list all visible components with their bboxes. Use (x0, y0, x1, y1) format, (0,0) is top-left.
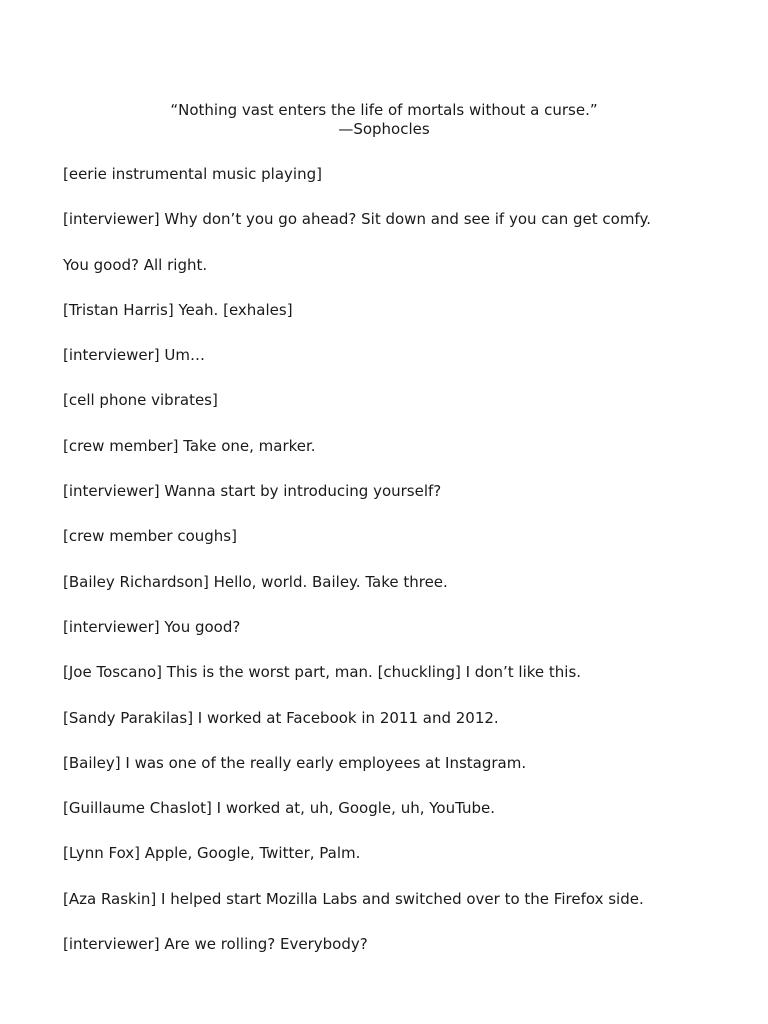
transcript-line: [crew member] Take one, marker. (63, 436, 316, 455)
transcript (63, 164, 743, 979)
epigraph-attribution: —Sophocles (338, 120, 430, 138)
transcript-line: [Bailey Richardson] Hello, world. Bailey. Take three. (63, 572, 448, 591)
transcript-line: [interviewer] Wanna start by introducing yourself? (63, 482, 442, 501)
epigraph (0, 101, 768, 139)
transcript-line: [interviewer] Why don’t you go ahead? Sit down and see if you can get comfy. (63, 210, 651, 229)
transcript-line: [Lynn Fox] Apple, Google, Twitter, Palm. (63, 844, 361, 863)
transcript-line: [eerie instrumental music playing] (63, 165, 322, 183)
transcript-line: [interviewer] You good? (63, 617, 241, 636)
transcript-line: [Joe Toscano] This is the worst part, man. [chuckling] I don’t like this. (63, 663, 582, 682)
transcript-line: [Sandy Parakilas] I worked at Facebook in 2011 and 2012. (63, 708, 499, 727)
transcript-line: [crew member coughs] (63, 527, 237, 546)
transcript-line: You good? All right. (63, 255, 208, 274)
transcript-line: [Bailey] I was one of the really early employees at Instagram. (63, 753, 527, 772)
transcript-line: [interviewer] Um… (63, 346, 205, 365)
transcript-line: [cell phone vibrates] (63, 391, 218, 410)
epigraph-quote: “Nothing vast enters the life of mortals without a curse.” (170, 101, 598, 119)
transcript-line: [Tristan Harris] Yeah. [exhales] (63, 300, 293, 319)
transcript-line: [Aza Raskin] I helped start Mozilla Labs and switched over to the Firefox side. (63, 889, 644, 908)
transcript-line: [interviewer] Are we rolling? Everybody? (63, 935, 368, 954)
transcript-line: [Guillaume Chaslot] I worked at, uh, Google, uh, YouTube. (63, 799, 496, 818)
